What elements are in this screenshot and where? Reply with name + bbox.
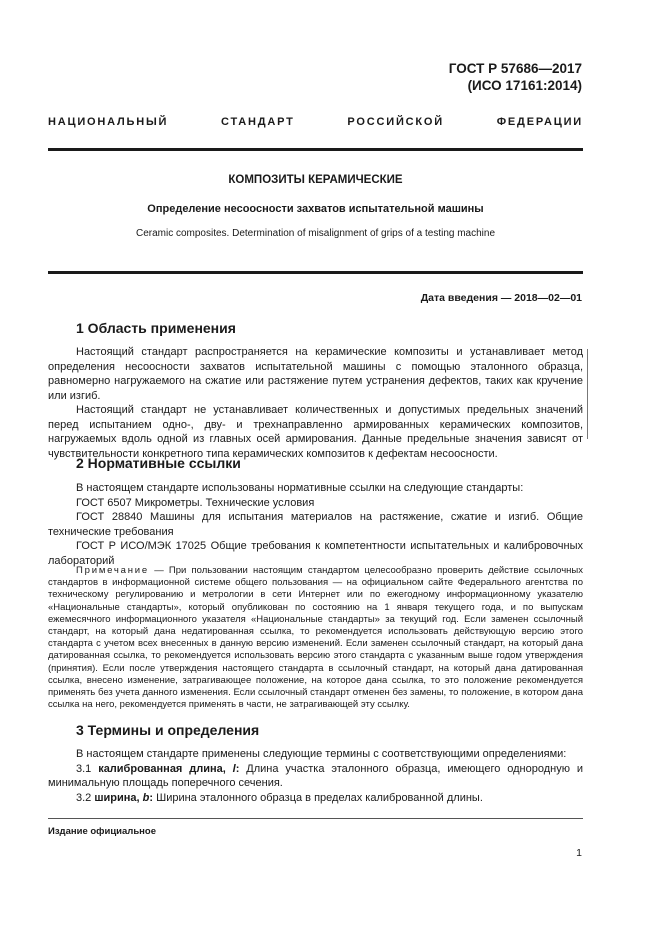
section-1-heading: 1 Область применения [76,320,236,336]
national-standard-banner [48,116,583,128]
paragraph: Настоящий стандарт не устанавливает количественных и допустимых предельных значений перед испытанием одно-, дву- и трехнаправленно армированных керамических композитов, нагружаемых вдоль одной из главных осей армирования. Данные предельные значения зависят от чувствительности конкретного типа керамических композитов к дефектам несоосности. [48,404,583,460]
standard-number: ГОСТ Р 57686—2017 [448,61,582,76]
reference-item: ГОСТ 28840 Машины для испытания материалов на растяжение, сжатие и изгиб. Общие технические требования [48,511,583,538]
top-divider [48,148,583,151]
section-3-body [48,747,583,805]
note-label: Примечание [76,565,149,576]
english-title: Ceramic composites. Determination of misalignment of grips of a testing machine [135,228,496,239]
note-text: — При пользовании настоящим стандартом целесообразно проверить действие ссылочных стандартов в информационной системе общего пользования — на официальном сайте Федерального агентства по техническому регулированию и метрологии в сети Интернет или по ежегодному информационному указателю «Национальные стандарты», который опубликован по состоянию на 1 января текущего года, и по выпускам ежемесячного информационного указателя «Национальные стандарты» за текущий год. Если заменен ссылочный стандарт, на который дана недатированная ссылка, то рекомендуется использовать действующую версию этого стандарта с учетом всех внесенных в данную версию изменений. Если заменен ссылочный стандарт, на который дана датированная ссылка, то рекомендуется использовать версию этого стандарта с указанным выше годом утверждения (принятия). Если после утверждения настоящего стандарта в ссылочный стандарт, на который дана датированная ссылка, внесено изменение, затрагивающее положение, на которое дана ссылка, то это положение рекомендуется применять без учета данного изменения. Если ссылочный стандарт отменен без замены, то положение, в котором дана ссылка на него, рекомендуется применять в части, не затрагивающей эту ссылку. [48,565,583,711]
term-number: 3.1 [76,762,99,775]
term-name: калиброванная длина, [98,762,233,775]
banner-word-3: РОССИЙСКОЙ [347,116,444,128]
section-2-heading: 2 Нормативные ссылки [76,455,241,471]
document-subtitle: Определение несоосности захватов испытательной машины [147,203,484,215]
reference-item: ГОСТ Р ИСО/МЭК 17025 Общие требования к компетентности испытательных и калибровочных лабораторий [48,540,583,567]
change-bar [587,349,588,439]
section-1-body [48,345,583,461]
term-text: Ширина эталонного образца в пределах калиброванной длины. [153,791,483,804]
title-divider [48,271,583,274]
term-text: Длина участка эталонного образца, имеющего однородную и минимальную площадь поперечного сечения. [48,762,583,789]
banner-word-2: СТАНДАРТ [221,116,295,128]
paragraph: В настоящем стандарте использованы нормативные ссылки на следующие стандарты: [76,482,524,494]
term-symbol: l [232,762,236,775]
section-3-heading: 3 Термины и определения [76,722,260,738]
iso-number: (ИСО 17161:2014) [467,78,582,93]
standard-number-block [449,60,582,94]
document-title: КОМПОЗИТЫ КЕРАМИЧЕСКИЕ [228,174,403,186]
official-edition: Издание официальное [48,826,156,837]
footer-divider [48,818,583,819]
banner-word-4: ФЕДЕРАЦИИ [496,116,583,128]
introduction-date: Дата введения — 2018—02—01 [420,292,582,304]
term-symbol: b [142,791,150,804]
term-definition [48,791,583,806]
reference-item: ГОСТ 6507 Микрометры. Технические условия [76,496,315,509]
term-number: 3.2 [76,791,95,804]
banner-word-1: НАЦИОНАЛЬНЫЙ [48,116,169,128]
section-2-note [48,565,583,711]
term-colon: : [149,791,154,804]
page-number: 1 [576,847,582,859]
term-definition [48,762,583,791]
section-2-body [48,481,583,568]
paragraph: Настоящий стандарт распространяется на керамические композиты и устанавливает метод определения несоосности захватов испытательной машины с помощью эталонного образца, равномерно нагружаемого на сжатие или растяжение путем устранения дефектов, таких как кручение или изгиб. [48,346,583,402]
term-colon: : [235,762,240,775]
term-name: ширина, [94,791,143,804]
paragraph: В настоящем стандарте применены следующие термины с соответствующими определениями: [76,748,567,760]
